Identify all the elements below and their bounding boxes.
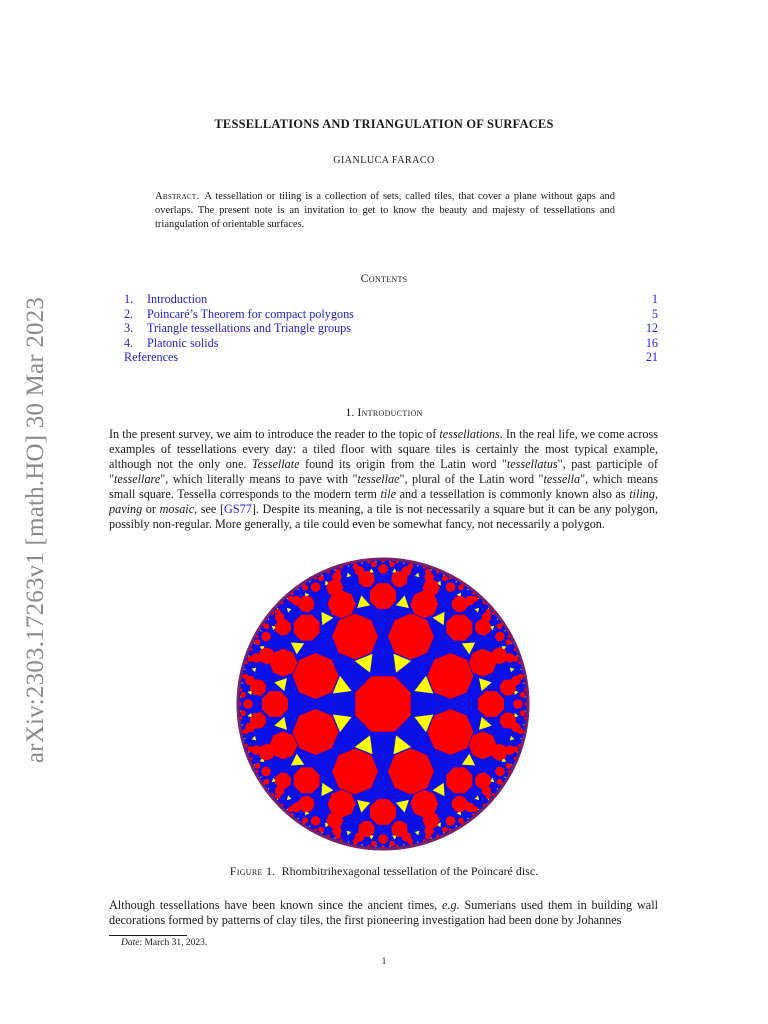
arxiv-identifier: arXiv:2303.17263v1 [math.HO] 30 Mar 2023 (22, 296, 49, 764)
octagon-tile (513, 699, 522, 708)
octagon-tile (388, 748, 434, 794)
text-run: ", plural of the Latin word " (399, 472, 544, 486)
toc-entry-introduction[interactable] (124, 292, 658, 307)
toc-entry-number[interactable]: 1. (124, 292, 134, 306)
emphasis: tessellatus (506, 457, 558, 471)
emphasis: tile (380, 487, 397, 501)
section-title: Introduction (357, 405, 423, 419)
toc-entry-number[interactable]: 4. (124, 335, 134, 350)
citation-link[interactable]: GS77 (224, 502, 252, 516)
octagon-tile (293, 709, 339, 755)
toc-entry-label[interactable]: Triangle tessellations and Triangle groups (147, 321, 352, 336)
octagon-tile (478, 691, 504, 717)
abstract-label: Abstract. (155, 191, 200, 202)
octagon-tile (332, 614, 378, 660)
toc-entry-page[interactable]: 5 (651, 306, 658, 321)
abstract (155, 190, 615, 232)
emphasis: e.g. (442, 898, 460, 912)
octagon-tile (491, 647, 508, 664)
octagon-tile (370, 799, 396, 825)
octagon-tile (326, 812, 343, 829)
toc-entry-label[interactable]: Introduction (147, 292, 208, 306)
figure-caption-text: Rhombitrihexagonal tessellation of the Poincaré disc. (281, 864, 539, 878)
figure-caption (0, 864, 768, 879)
table-of-contents (124, 292, 658, 365)
emphasis: mosaic (159, 502, 195, 516)
emphasis: tessellae (357, 472, 400, 486)
text-run: . In the real life, we come across examples of tessellations every day: a tiled floor with square tiles is certainly the most typical example, although not the only one. (109, 427, 658, 471)
toc-entry-number[interactable]: 3. (124, 321, 134, 336)
toc-entry-poincare-theorem[interactable] (124, 307, 658, 322)
octagon-tile (378, 564, 387, 573)
octagon-tile (378, 834, 387, 843)
octagon-tile (370, 583, 396, 609)
text-run: and a tessellation is commonly known also as (396, 487, 630, 501)
octagon-tile (258, 744, 275, 761)
octagon-tile (258, 647, 275, 664)
octagon-tile (446, 615, 472, 641)
octagon-tile (332, 748, 378, 794)
octagon-tile (423, 812, 440, 829)
emphasis: tiling (629, 487, 655, 501)
page-number: 1 (381, 956, 387, 966)
section-heading (0, 405, 768, 420)
octagon-tile (491, 744, 508, 761)
emphasis: tessellare (113, 472, 161, 486)
intro-paragraph (109, 427, 658, 532)
toc-entry-label[interactable]: Platonic solids (147, 335, 219, 350)
section-number: 1. (345, 405, 355, 419)
text-run: Sumerians used them in building wall decorations formed by patterns of clay tiles, the first pioneering investigation had been done by Johannes (109, 898, 658, 927)
paper-title: TESSELLATIONS AND TRIANGULATION OF SURFACES (214, 117, 554, 131)
figure-tessellation (228, 556, 538, 852)
toc-entry-number[interactable]: 2. (124, 306, 134, 321)
toc-entry-triangle-tessellations[interactable] (124, 321, 658, 336)
octagon-tile (427, 653, 473, 699)
toc-entry-page[interactable]: 16 (645, 335, 658, 350)
emphasis: paving (109, 502, 143, 516)
footnote-label: Date (121, 938, 140, 948)
octagon-tile (293, 653, 339, 699)
octagon-tile (326, 579, 343, 596)
abstract-text: A tessellation or tiling is a collection of sets, called tiles, that cover a plane without gaps and overlaps. The present note is an invitation to get to know the beauty and majesty of tessellations and triangulation of orientable surfaces. (155, 191, 615, 230)
author-name: GIANLUCA FARACO (333, 155, 435, 166)
poincare-disc-image (228, 556, 538, 852)
toc-heading: Contents (360, 271, 408, 285)
octagon-tile (427, 709, 473, 755)
toc-entry-references[interactable] (124, 350, 658, 365)
octagon-tile (243, 699, 252, 708)
toc-entry-page[interactable]: 21 (645, 350, 658, 365)
octagon-tile (262, 691, 288, 717)
text-run: ", which literally means to pave with " (160, 472, 358, 486)
octagon-tile (355, 676, 410, 731)
footnote (121, 938, 207, 948)
octagon-tile (294, 615, 320, 641)
emphasis: tessellations (439, 427, 500, 441)
history-paragraph (109, 898, 658, 928)
octagon-tile (388, 614, 434, 660)
toc-entry-label[interactable]: Poincaré’s Theorem for compact polygons (147, 306, 354, 321)
toc-entry-platonic-solids[interactable] (124, 336, 658, 351)
figure-label: Figure 1. (229, 864, 276, 878)
toc-entry-page[interactable]: 12 (645, 321, 658, 336)
text-run: or (142, 502, 160, 516)
toc-entry-label[interactable]: References (124, 350, 179, 365)
emphasis: Tessellate (251, 457, 300, 471)
toc-entry-page[interactable]: 1 (651, 292, 658, 306)
text-run: , see [ (194, 502, 225, 516)
text-run: Although tessellations have been known since the ancient times, (109, 898, 443, 912)
text-run: found its origin from the Latin word " (299, 457, 507, 471)
text-run: In the present survey, we aim to introduce the reader to the topic of (109, 427, 440, 441)
text-run: , (654, 487, 658, 501)
octagon-tile (446, 767, 472, 793)
text-run: ]. Despite its meaning, a tile is not necessarily a square but it can be any polygon, possibly non-regular. More generally, a tile could even be somewhat fancy, not necessarily a polygon. (109, 502, 659, 531)
text-run: ", which means small square. Tessella corresponds to the modern term (109, 472, 658, 501)
footnote-text: : March 31, 2023. (139, 938, 208, 948)
tessellation-tiles (238, 559, 527, 848)
octagon-tile (423, 579, 440, 596)
footnote-rule (109, 935, 187, 936)
octagon-tile (294, 767, 320, 793)
emphasis: tessella (543, 472, 581, 486)
text-run: ", past participle of " (109, 457, 658, 486)
